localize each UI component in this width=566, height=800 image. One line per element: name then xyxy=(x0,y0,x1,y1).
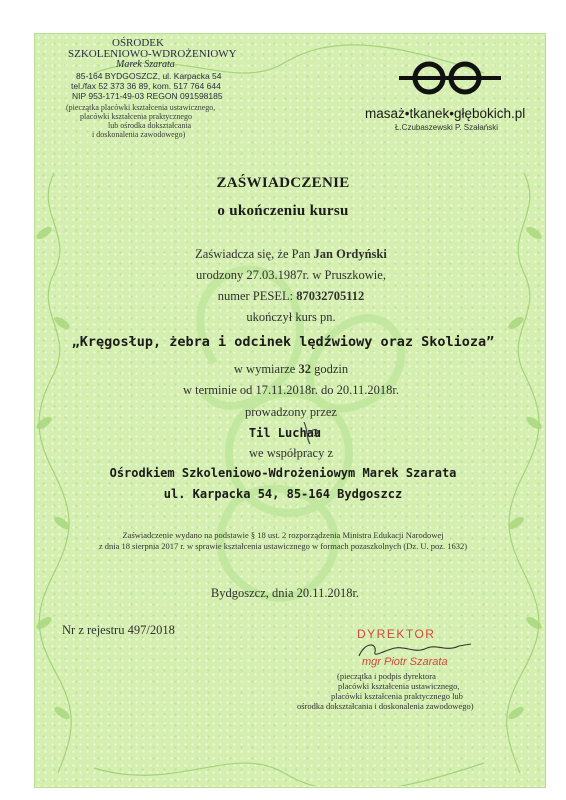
director-title: DYREKTOR xyxy=(357,627,436,641)
legal-basis-line-2: z dnia 18 sierpnia 2017 r. w sprawie kształcenia ustawicznego w formach pozaszkolnych (Dz. U. poz. 1632) xyxy=(98,541,468,551)
logo-wordmark: masaż•tkanek•głębokich.pl xyxy=(365,106,526,121)
sign-caption-line-4: ośrodka dokształcania i doskonalenia zawodowego) xyxy=(297,701,474,711)
instructor-name: Til Luchau xyxy=(248,426,322,440)
infinity-logo-icon xyxy=(395,58,505,98)
organization-address: ul. Karpacka 54, 85-164 Bydgoszcz xyxy=(163,487,403,501)
sign-caption-line-3: placówki kształcenia praktycznego lub xyxy=(331,691,463,701)
stamp-line-5: tel./fax 52 373 36 89, kom. 517 764 644 xyxy=(71,81,221,91)
body-line-dates: w terminie od 17.11.2018r. do 20.11.2018r. xyxy=(182,383,400,397)
registry-number: Nr z rejestru 497/2018 xyxy=(62,623,175,637)
sign-caption-line-2: placówki kształcenia ustawicznego, xyxy=(338,681,460,691)
course-name: „Kręgosłup, żebra i odcinek lędźwiowy oraz Skolioza” xyxy=(71,334,495,350)
body-line-led-by: prowadzony przez xyxy=(245,405,337,419)
body-text: numer PESEL: xyxy=(217,289,297,303)
body-line-completed: ukończył kurs pn. xyxy=(246,310,336,324)
stamp-caption-line-4: i doskonalenia zawodowego) xyxy=(92,130,186,139)
certificate-title: ZAŚWIADCZENIE xyxy=(216,175,350,191)
logo-authors: Ł.Czubaszewski P. Szałański xyxy=(395,123,499,132)
legal-basis-line-1: Zaświadczenie wydano na podstawie § 18 ust. 2 rozporządzenia Ministra Edukacji Narodowej xyxy=(122,530,444,540)
sign-caption-line-1: (pieczątka i podpis dyrektora xyxy=(337,671,436,681)
body-text: godzin xyxy=(310,362,349,376)
body-text: Zaświadcza się, że Pan xyxy=(195,247,314,261)
stamp-caption-line-2: placówki kształcenia praktycznego xyxy=(80,112,192,121)
place-and-date: Bydgoszcz, dnia 20.11.2018r. xyxy=(210,586,360,600)
body-line-hours xyxy=(8,362,566,377)
stamp-caption-line-3: lub ośrodka dokształcania xyxy=(108,121,192,130)
stamp-line-3: Marek Szarata xyxy=(116,59,175,70)
body-line-birth: urodzony 27.03.1987r. w Pruszkowie, xyxy=(196,268,386,282)
stamp-line-2: SZKOLENIOWO-WDROŻENIOWY xyxy=(68,48,237,60)
stamp-line-6: NIP 953-171-49-03 REGON 091598185 xyxy=(72,91,223,101)
body-line-cooperation: we współpracy z xyxy=(249,446,333,460)
body-text: w wymiarze xyxy=(233,362,299,376)
recipient-name: Jan Ordyński xyxy=(313,247,387,261)
organization-name: Ośrodkiem Szkoleniowo-Wdrożeniowym Marek Szarata xyxy=(109,466,457,480)
course-hours: 32 xyxy=(298,362,311,376)
instructor-signature xyxy=(298,418,328,448)
body-line-name xyxy=(8,247,566,262)
body-line-pesel xyxy=(8,289,566,304)
stamp-caption-line-1: (pieczątka placówki kształcenia ustawicznego, xyxy=(66,103,216,112)
certificate-subtitle: o ukończeniu kursu xyxy=(217,203,349,219)
stamp-line-1: OŚRODEK xyxy=(112,37,164,49)
stamp-line-4: 85-164 BYDGOSZCZ, ul. Karpacka 54 xyxy=(76,71,222,81)
director-name: mgr Piotr Szarata xyxy=(362,656,448,668)
pesel-number: 87032705112 xyxy=(296,289,365,303)
